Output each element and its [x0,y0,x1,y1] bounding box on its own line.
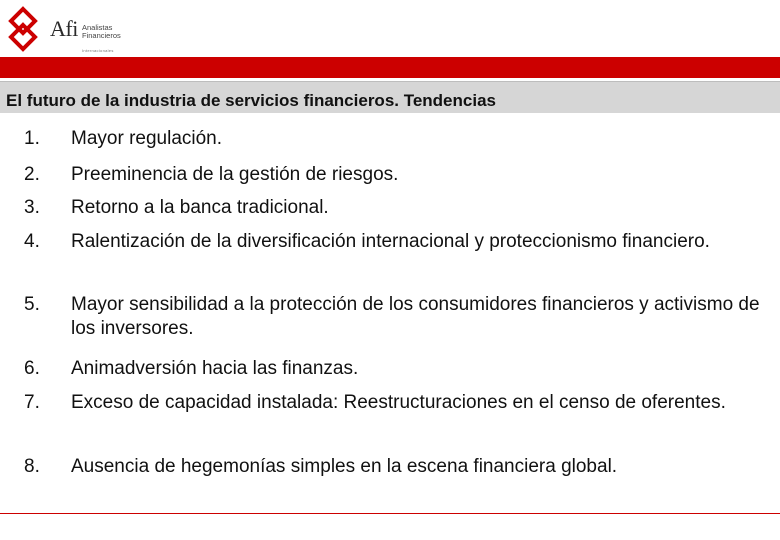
item-number: 5. [24,294,40,315]
item-text: Mayor regulación. [71,128,223,149]
footer-divider [0,513,780,514]
item-number: 3. [24,197,40,218]
item-number: 2. [24,164,40,185]
logo-tagline: Internacionales [82,48,114,53]
item-text: Mayor sensibilidad a la protección de los consumidores financieros y activismo de los inversores. [71,294,760,339]
slide-title-band [0,81,780,113]
item-number: 8. [24,456,40,477]
item-text: Ralentización de la diversificación internacional y proteccionismo financiero. [71,231,710,252]
header-red-band [0,57,780,78]
logo-subtitle-line: Financieros [82,31,121,40]
item-text: Exceso de capacidad instalada: Reestructuraciones en el censo de oferentes. [71,392,726,413]
item-text: Retorno a la banca tradicional. [71,197,329,218]
logo-brand-name: Afi [50,16,78,41]
item-text: Preeminencia de la gestión de riesgos. [71,164,399,185]
item-number: 1. [24,128,40,149]
afi-logo [6,6,136,54]
item-number: 6. [24,358,40,379]
item-text: Ausencia de hegemonías simples en la escena financiera global. [71,456,618,477]
logo-subtitle-line: Analistas [82,23,113,32]
item-number: 7. [24,392,40,413]
slide-title: El futuro de la industria de servicios financieros. Tendencias [6,91,496,110]
afi-logo-mark-icon [6,6,40,52]
item-text: Animadversión hacia las finanzas. [71,358,359,379]
logo-subtitle [82,24,121,40]
item-number: 4. [24,231,40,252]
